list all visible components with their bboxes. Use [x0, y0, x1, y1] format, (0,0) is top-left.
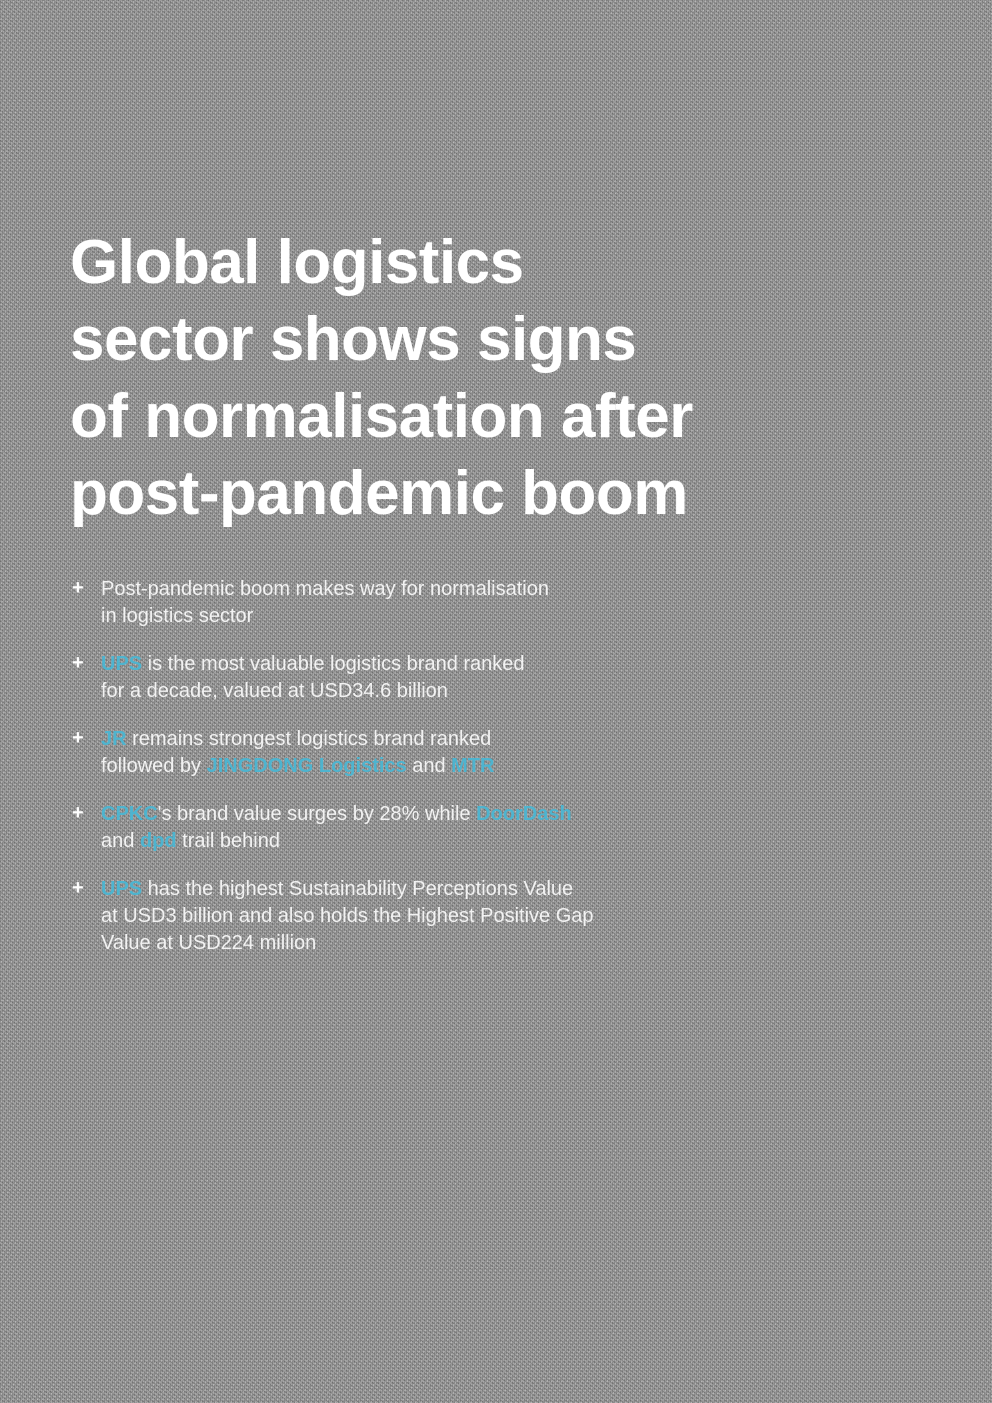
finding-line: in logistics sector — [101, 605, 254, 627]
brand-name-cpkc: CPKC — [101, 803, 158, 825]
finding-text: and — [101, 830, 140, 852]
finding-most-valuable — [70, 651, 690, 705]
finding-line: Value at USD224 million — [101, 932, 317, 954]
finding-line: at USD3 billion and also holds the Highest Positive Gap — [101, 905, 594, 927]
finding-line: for a decade, valued at USD34.6 billion — [101, 680, 448, 702]
finding-text: 's brand value surges by 28% while — [157, 803, 477, 825]
page-headline — [70, 224, 750, 532]
finding-line — [101, 651, 690, 678]
brand-name-jingdong: JINGDONG Logistics — [206, 755, 407, 777]
brand-name-ups: UPS — [101, 878, 143, 900]
headline-line-3: of normalisation after — [70, 382, 693, 451]
key-findings-list — [70, 576, 690, 978]
plus-bullet-icon: + — [72, 577, 84, 599]
brand-name-dpd: dpd — [139, 830, 177, 852]
brand-name-ups: UPS — [101, 653, 143, 675]
finding-text: has the highest Sustainability Perceptions Value — [142, 878, 574, 900]
finding-text: followed by — [101, 755, 207, 777]
finding-normalisation — [70, 576, 690, 630]
finding-text: and — [406, 755, 452, 777]
plus-bullet-icon: + — [72, 802, 84, 824]
finding-line — [101, 828, 690, 855]
finding-sustainability — [70, 876, 690, 957]
finding-line — [101, 753, 690, 780]
finding-strongest — [70, 726, 690, 780]
finding-text: is the most valuable logistics brand ranked — [142, 653, 525, 675]
finding-text: trail behind — [176, 830, 280, 852]
headline-line-1: Global logistics — [70, 228, 524, 297]
finding-line — [101, 876, 690, 903]
finding-line — [101, 801, 690, 828]
finding-text: remains strongest logistics brand ranked — [126, 728, 492, 750]
brand-name-jr: JR — [101, 728, 127, 750]
plus-bullet-icon: + — [72, 727, 84, 749]
brand-name-mtr: MTR — [451, 755, 495, 777]
finding-fastest-growing — [70, 801, 690, 855]
plus-bullet-icon: + — [72, 652, 84, 674]
finding-line: Post-pandemic boom makes way for normalisation — [101, 578, 549, 600]
headline-line-4: post-pandemic boom — [70, 459, 688, 528]
finding-line — [101, 726, 690, 753]
plus-bullet-icon: + — [72, 877, 84, 899]
brand-name-doordash: DoorDash — [476, 803, 572, 825]
headline-line-2: sector shows signs — [70, 305, 637, 374]
